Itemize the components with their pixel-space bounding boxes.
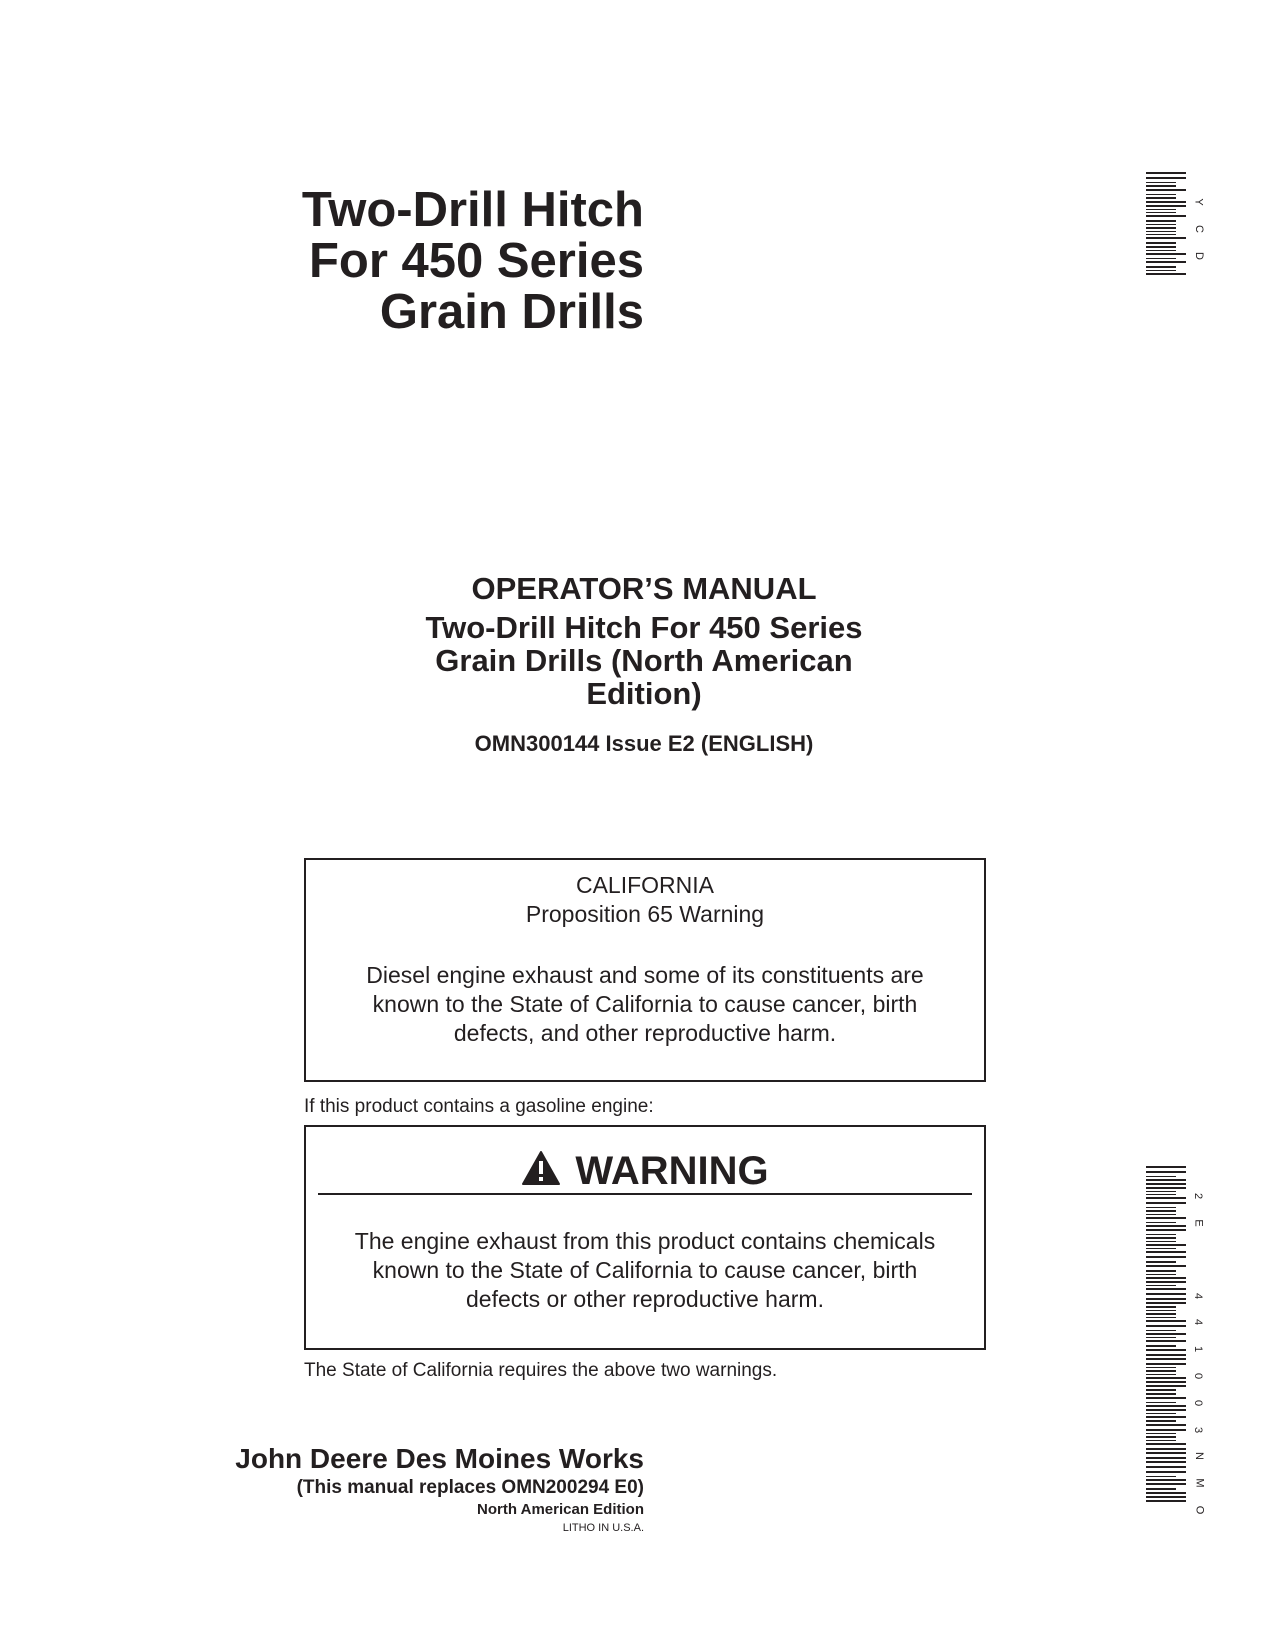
barcode-stripe (1146, 220, 1176, 222)
barcode-stripe (1146, 1488, 1176, 1490)
barcode-stripe (1146, 1202, 1186, 1204)
barcode-char: D (1192, 252, 1205, 260)
barcode-stripe (1146, 1317, 1176, 1318)
barcode-stripe (1146, 224, 1176, 225)
barcode-stripe (1146, 1248, 1176, 1249)
barcode-stripe (1146, 1420, 1176, 1422)
warning-body-line: known to the State of California to cause cancer, birth (372, 1257, 918, 1283)
barcode-char: M (1193, 1478, 1206, 1488)
barcode-stripe (1146, 1340, 1186, 1342)
title-line: Grain Drills (379, 285, 644, 339)
barcode-stripe (1146, 1302, 1186, 1304)
warning-header (318, 1149, 972, 1195)
barcode-stripe (1146, 1241, 1176, 1242)
barcode-stripe (1146, 1214, 1176, 1215)
manual-info (300, 570, 988, 758)
barcode-stripe (1146, 1377, 1186, 1379)
manual-subtitle-line: Grain Drills (North American (435, 643, 853, 678)
footer-company: John Deere Des Moines Works (235, 1443, 644, 1474)
barcode-char: E (1192, 1219, 1205, 1227)
barcode-stripe (1146, 1256, 1186, 1258)
barcode-stripe (1146, 1370, 1176, 1372)
barcode-char: 2 (1192, 1192, 1205, 1200)
barcode-stripe (1146, 205, 1186, 207)
gasoline-note: If this product contains a gasoline engine: (304, 1096, 654, 1117)
barcode-char: N (1192, 1452, 1205, 1460)
barcode-stripe (1146, 1285, 1176, 1286)
title-line: For 450 Series (308, 234, 644, 288)
barcode-top (1146, 172, 1186, 277)
barcode-stripe (1146, 1281, 1186, 1283)
barcode-stripe (1146, 1277, 1186, 1279)
barcode-stripe (1146, 253, 1186, 255)
barcode-stripe (1146, 1492, 1186, 1494)
barcode-stripe (1146, 1363, 1186, 1365)
barcode-stripe (1146, 1429, 1186, 1431)
barcode-stripe (1146, 1440, 1176, 1441)
footer-edition: North American Edition (477, 1501, 644, 1518)
barcode-stripe (1146, 1476, 1176, 1477)
barcode-stripe (1146, 1405, 1186, 1407)
barcode-stripe (1146, 1452, 1186, 1454)
barcode-char: 0 (1192, 1399, 1205, 1407)
manual-subtitle-line: Two-Drill Hitch For 450 Series (425, 610, 863, 645)
barcode-stripe (1146, 1207, 1176, 1208)
barcode-stripe (1146, 246, 1176, 248)
warning-body-line: defects or other reproductive harm. (466, 1286, 824, 1312)
barcode-stripe (1146, 261, 1186, 263)
barcode-stripe (1146, 1320, 1186, 1322)
barcode-stripe (1146, 1461, 1186, 1463)
barcode-stripe (1146, 215, 1186, 217)
barcode-stripe (1146, 1409, 1186, 1411)
barcode-stripe (1146, 1385, 1186, 1387)
barcode-stripe (1146, 1483, 1186, 1485)
barcode-stripe (1146, 1187, 1186, 1189)
barcode-stripe (1146, 1274, 1176, 1275)
barcode-stripe (1146, 1270, 1176, 1272)
barcode-stripe (1146, 1471, 1186, 1473)
barcode-stripe (1146, 1171, 1186, 1173)
state-note: The State of California requires the above two warnings. (304, 1360, 778, 1381)
barcode-stripe (1146, 1298, 1186, 1300)
barcode-stripe (1146, 1176, 1176, 1177)
barcode-stripe (1146, 266, 1176, 268)
barcode-stripe (1146, 250, 1176, 251)
footer-litho: LITHO IN U.S.A. (562, 1522, 644, 1534)
prop65-body-line: known to the State of California to cause cancer, birth (372, 991, 918, 1017)
barcode-stripe (1146, 1179, 1186, 1181)
manual-subtitle-line: Edition) (586, 676, 702, 711)
barcode-stripe (1146, 1333, 1186, 1335)
barcode-stripe (1146, 1197, 1186, 1199)
barcode-stripe (1146, 197, 1176, 199)
barcode-stripe (1146, 189, 1186, 191)
barcode-stripe (1146, 242, 1176, 244)
barcode-stripe (1146, 1413, 1176, 1414)
barcode-stripe (1146, 194, 1176, 195)
barcode-stripe (1146, 1436, 1176, 1438)
barcode-stripe (1146, 1237, 1176, 1239)
barcode-stripe (1146, 1313, 1176, 1315)
barcode-bottom (1146, 1166, 1186, 1504)
barcode-stripe (1146, 1433, 1176, 1434)
barcode-stripe (1146, 1367, 1176, 1368)
barcode-stripe (1146, 270, 1176, 271)
barcode-stripe (1146, 1210, 1176, 1212)
barcode-stripe (1146, 1234, 1176, 1235)
barcode-stripe (1146, 1222, 1176, 1223)
warning-body-line: The engine exhaust from this product contains chemicals (354, 1228, 936, 1254)
barcode-char: 4 (1192, 1292, 1205, 1300)
title-line: Two-Drill Hitch (301, 183, 644, 237)
barcode-stripe (1146, 1345, 1176, 1347)
gasoline-warning-box (304, 1125, 986, 1350)
barcode-stripe (1146, 1389, 1176, 1391)
barcode-stripe (1146, 201, 1186, 203)
barcode-stripe (1146, 1374, 1176, 1375)
manual-heading: OPERATOR’S MANUAL (471, 571, 817, 606)
barcode-stripe (1146, 1244, 1186, 1246)
barcode-char: 3 (1192, 1426, 1205, 1434)
barcode-char: C (1192, 225, 1205, 233)
barcode-char: O (1193, 1505, 1206, 1515)
barcode-stripe (1146, 1310, 1176, 1311)
barcode-stripe (1146, 1402, 1176, 1403)
barcode-stripe (1146, 1288, 1186, 1290)
warning-triangle-icon (521, 1150, 561, 1193)
manual-subtitle (300, 611, 988, 710)
prop65-body-line: defects, and other reproductive harm. (453, 1020, 837, 1046)
barcode-stripe (1146, 1354, 1186, 1356)
barcode-stripe (1146, 177, 1186, 179)
manual-code: OMN300144 Issue E2 (ENGLISH) (474, 731, 814, 756)
barcode-stripe (1146, 1330, 1176, 1331)
barcode-stripe (1146, 1337, 1176, 1338)
barcode-stripe (1146, 1443, 1186, 1445)
barcode-char: 4 (1192, 1318, 1205, 1326)
barcode-stripe (1146, 1265, 1186, 1267)
barcode-stripe (1146, 1466, 1186, 1468)
barcode-stripe (1146, 1191, 1176, 1192)
warning-label: WARNING (575, 1149, 769, 1193)
footer (235, 1443, 644, 1536)
barcode-stripe (1146, 1183, 1186, 1185)
barcode-stripe (1146, 1397, 1186, 1399)
prop65-title: Proposition 65 Warning (525, 901, 765, 927)
barcode-stripe (1146, 1448, 1186, 1450)
barcode-stripe (1146, 1229, 1186, 1231)
barcode-stripe (1146, 1479, 1186, 1481)
barcode-stripe (1146, 209, 1176, 210)
barcode-stripe (1146, 1358, 1186, 1360)
prop65-warning-box (304, 858, 986, 1082)
barcode-stripe (1146, 1194, 1176, 1195)
barcode-stripe (1146, 1393, 1176, 1395)
barcode-stripe (1146, 172, 1186, 174)
barcode-stripe (1146, 1457, 1186, 1459)
barcode-stripe (1146, 1416, 1186, 1418)
barcode-char: 0 (1192, 1372, 1205, 1380)
barcode-stripe (1146, 1424, 1186, 1426)
barcode-stripe (1146, 1325, 1186, 1327)
prop65-body-line: Diesel engine exhaust and some of its constituents are (366, 962, 924, 988)
barcode-stripe (1146, 212, 1176, 213)
barcode-stripe (1146, 258, 1176, 259)
document-title (124, 185, 644, 338)
barcode-stripe (1146, 273, 1186, 275)
barcode-char: Y (1192, 198, 1205, 206)
barcode-stripe (1146, 1217, 1186, 1219)
barcode-char: 1 (1192, 1345, 1205, 1353)
barcode-stripe (1146, 1496, 1186, 1498)
barcode-stripe (1146, 1381, 1186, 1383)
barcode-stripe (1146, 1225, 1186, 1227)
barcode-stripe (1146, 231, 1176, 232)
barcode-stripe (1146, 1293, 1186, 1295)
prop65-state: CALIFORNIA (575, 872, 715, 898)
barcode-stripe (1146, 185, 1176, 187)
barcode-stripe (1146, 1500, 1186, 1502)
barcode-stripe (1146, 234, 1176, 235)
barcode-stripe (1146, 1306, 1176, 1308)
barcode-stripe (1146, 227, 1176, 229)
barcode-stripe (1146, 1349, 1186, 1351)
warning-body (306, 1227, 984, 1314)
barcode-stripe (1146, 1166, 1186, 1168)
footer-replaces: (This manual replaces OMN200294 E0) (296, 1477, 644, 1498)
barcode-stripe (1146, 182, 1176, 183)
barcode-stripe (1146, 1261, 1176, 1263)
barcode-stripe (1146, 1251, 1186, 1253)
barcode-stripe (1146, 237, 1186, 239)
